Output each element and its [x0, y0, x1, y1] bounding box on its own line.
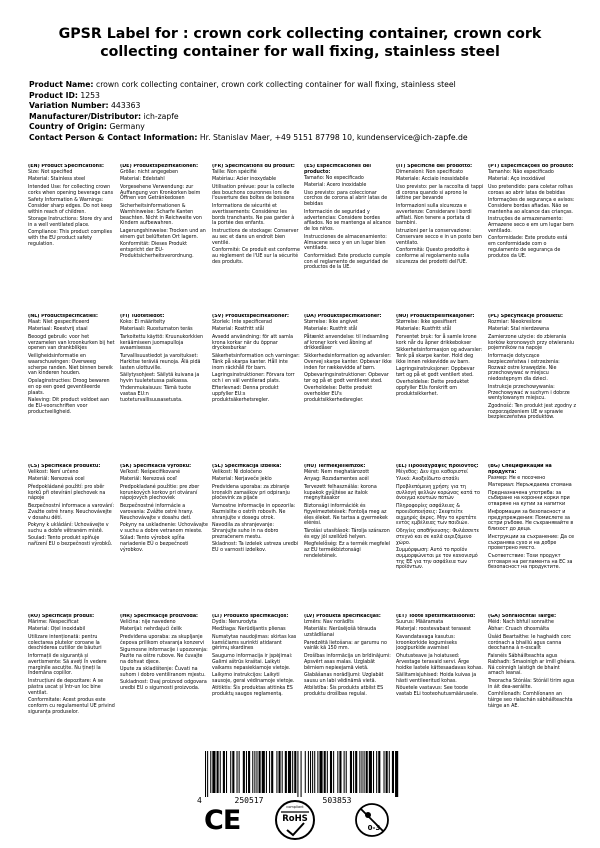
- language-line: Conformidade: Este produto está em conformidade com o regulamento de segurança de produtos da UE.: [488, 236, 568, 259]
- language-line: Lagringsinstruksjoner: Oppbevar tørt og på et godt ventilert sted.: [396, 367, 475, 378]
- page-title: GPSR Label for : crown cork collecting container, crown cork collecting container for wall fixing, stainless steel: [58, 26, 542, 60]
- svg-text:compliant: compliant: [286, 805, 304, 809]
- barcode-bar: [294, 751, 296, 793]
- language-line: Materiaal: Roestvrij staal: [28, 327, 88, 333]
- language-line: Sikkerhedsinformation og advarsler: Overvej skarpe kanter. Opbevar ikke inden for rækkevidde af børn.: [304, 353, 392, 371]
- barcode-bar: [319, 751, 322, 793]
- language-line: Informazioni sulla sicurezza e avvertenze: Considerare i bordi affilati. Non tenere a portata di bambini.: [396, 203, 472, 227]
- language-block: [212, 614, 300, 700]
- barcode-bar: [285, 751, 287, 793]
- language-block: [396, 614, 484, 700]
- language-line: Opslaginstructies: Droog bewaren en op een goed geventileerde plaats.: [28, 378, 110, 396]
- info-manufacturer: Manufacturer/Distributor: ich-zapfe: [29, 111, 179, 121]
- barcode-bar: [207, 751, 208, 797]
- barcode-bar: [314, 751, 315, 793]
- barcode-bar: [239, 751, 240, 793]
- language-line: Předpokládané použití: pro sběr korků při otevírání plechovek na nápoje: [28, 484, 106, 502]
- language-line: Lagerungshinweise: Trocken und an einem gut belüfteten Ort lagern.: [120, 228, 206, 240]
- language-line: Instruções de armazenamento: Armazene seco e em um lugar bem ventilado.: [488, 217, 574, 234]
- language-line: Sicherheitsinformationen & Warnhinweise: Scharfe Kanten beachten. Nicht in Reichweite von Kindern aufbewahren.: [120, 203, 202, 227]
- language-line: Mărime: Nespecificat: [28, 619, 79, 625]
- language-block: [212, 314, 300, 405]
- language-line: Drošības informācija un brīdinājumi: Apsvērt asas malas. Uzglabāt bērniem nepieejamā vietā.: [304, 653, 391, 671]
- language-heading: (DA) Produktspecifikationer:: [304, 314, 382, 319]
- language-line: Påtænkt anvendelse: til indsamling af kroner kork ved åbning af drikkedåser: [304, 334, 389, 352]
- language-line: Tarkoitettu käyttö: Kruunukorkkien keräämiseen juomapulloja avaamisessa: [120, 334, 204, 352]
- language-line: Υλικό: Ανοξείδωτο ατσάλι: [396, 477, 460, 483]
- language-block: [396, 314, 484, 400]
- barcode-bar: [248, 751, 250, 793]
- language-line: Materiale: Rustfritt stål: [396, 327, 452, 333]
- language-line: Atbilstība: Šis produkts atbilst ES produktu drošības regulai.: [304, 686, 384, 698]
- language-line: Suurus: Määramata: [396, 619, 444, 625]
- barcode-digit-first: 4: [197, 796, 202, 805]
- info-country-of-origin: Country of Origin: Germany: [29, 122, 145, 132]
- language-line: Tárolási utasítások: Tárolja szárazon és egy jól szellőző helyen.: [304, 528, 390, 540]
- barcode-bar: [384, 751, 385, 793]
- language-line: Bezpečnostné informácie a varovania: Zvážte ostré hrany. Neuchovávajte v dosahu detí.: [120, 503, 194, 521]
- language-line: Comhlíonadh: Comhlíonann an táirge seo rialachán sábháilteachta táirge an AE.: [488, 692, 573, 709]
- barcode-bar: [259, 751, 261, 793]
- barcode-bar: [395, 751, 398, 797]
- language-line: Overholdelse: Dette produktet oppfyller EUs forskrift om produktsikkerhet.: [396, 380, 469, 398]
- language-line: Pokyny na uskladnenie: Uchovávajte v suchu a dobre vetranom mieste.: [120, 522, 208, 534]
- language-line: Instrukcje przechowywania: Przechowywać w suchym i dobrze wentylowanym miejscu.: [488, 384, 570, 402]
- language-line: Sukladnost: Ovaj proizvod odgovara uredbi EU o sigurnosti proizvoda.: [120, 680, 207, 692]
- language-heading: (RO) Specificații produs:: [28, 614, 95, 619]
- language-line: Predviđena uporaba: za skupljanje čepova prilikom otvaranja konzervi: [120, 634, 205, 646]
- language-line: Intended Use: for collecting crown corks when opening beverage cans: [28, 184, 114, 196]
- language-line: Størrelse: Ikke angivet: [304, 319, 358, 325]
- barcode-bar: [205, 751, 206, 797]
- language-block: [304, 164, 392, 273]
- language-line: Efterlevnad: Denna produkt uppfyller EU:s produktsäkerhetsregler.: [212, 386, 279, 403]
- language-block: [28, 164, 116, 250]
- language-heading: (FR) Spécifications du produit:: [212, 164, 295, 169]
- language-heading: (SV) Produktspecifikationer:: [212, 314, 289, 319]
- language-heading: (EN) Product Specifications:: [28, 164, 104, 169]
- language-line: Méret: Nem meghatározott: [304, 469, 370, 475]
- language-line: Safety Information & Warnings: Consider sharp edges. Do not keep within reach of children.: [28, 198, 113, 215]
- language-line: Zgodność: Ten produkt jest zgodny z rozporządzeniem UE w sprawie bezpieczeństwa produktów.: [488, 403, 576, 421]
- language-line: Material: Stainless steel: [28, 177, 86, 183]
- language-line: Velikost: Není určeno: [28, 469, 79, 475]
- language-line: Veľkosť: Nešpecifikované: [120, 469, 181, 475]
- language-line: Nõuetele vastavus: See toode vastab ELi tooteohutusmäärusele.: [396, 686, 479, 698]
- svg-text:CE: CE: [204, 805, 241, 836]
- language-line: Material: Acero inoxidable: [304, 183, 367, 189]
- language-line: Materiale: Rustfrit stål: [304, 327, 358, 333]
- language-line: Bezpečnostní informace a varování: Zvažte ostré hrany. Neuchovávejte v dosahu dětí.: [28, 503, 115, 521]
- language-line: Storage Instructions: Store dry and in a well ventilated place.: [28, 217, 113, 228]
- language-block: [488, 614, 576, 711]
- barcode-bar: [254, 751, 255, 793]
- language-line: Zamierzone użycie: do zbierania korków koronowych przy otwieraniu pojemników na napoje: [488, 334, 575, 352]
- barcode-bar: [212, 751, 215, 793]
- language-line: Glabāšanas norādījumi: Uzglabāt sausu un labi vēdināmā vietā.: [304, 672, 384, 684]
- language-line: Veiligheidsinformatie en waarschuwingen: Overweeg scherpe randen. Niet binnen bereik van kinderen houden.: [28, 353, 113, 377]
- language-block: [28, 614, 116, 717]
- barcode-bar: [256, 751, 257, 793]
- language-heading: (DE) Produktspezifikationen:: [120, 164, 199, 169]
- language-line: Ohutusteave ja hoiatused: Arvestage teravaid servi. Ärge hoidke lastele kättesaadavas kohas.: [396, 653, 483, 671]
- language-line: Conformidad: Este producto cumple con el reglamento de seguridad de productos de la UE.: [304, 253, 391, 271]
- language-line: Dydis: Nenurodyta: [212, 619, 257, 625]
- barcode-bar: [226, 751, 227, 793]
- info-contact: Contact Person & Contact Information: Hr. Stanislav Maer, +49 5151 87798 10, kundenservice@ich-zapfe.de: [29, 132, 468, 142]
- rohs-compliant-icon: [276, 801, 314, 839]
- barcode-bar: [223, 751, 225, 793]
- language-line: Velikost: Ni določeno: [212, 469, 262, 475]
- language-line: Lagringsinstruktioner: Förvara torr och i en väl ventilerad plats.: [212, 372, 295, 384]
- language-line: Úsáid Beartaithe: le haghaidh corc corónach a bhailiú agus canna deochanna á n-oscailt: [488, 634, 572, 652]
- barcode-group-left: 250517: [234, 796, 264, 805]
- barcode-bar: [269, 751, 270, 793]
- language-line: Πληροφορίες ασφάλειας & προειδοποιήσεις: Σκεφτείτε αιχμηρές άκρες. Μην το κρατάτε εντός εμβέλειας των παιδιών.: [396, 503, 477, 527]
- language-line: Размер: Не е посочено: [488, 475, 546, 481]
- language-block: [396, 164, 484, 267]
- language-line: Съответствие: Този продукт отговаря на регламента на ЕС за безопасност на продуктите.: [488, 553, 573, 571]
- barcode-bar: [344, 751, 345, 793]
- language-line: Faisnéis Sábháilteachta agus Rabhadh: Smaoinigh ar imill ghéara. Ná coinnigh laistigh de bhaint amach leanaí.: [488, 653, 576, 677]
- language-line: Материал: Неръждаема стомана: [488, 483, 572, 489]
- language-line: Megfelelőség: Ez a termék megfelel az EU termékbiztonsági rendeletének.: [304, 542, 391, 559]
- language-heading: (ET) Toote spetsifikatsioonid:: [396, 614, 476, 619]
- language-block: [120, 164, 208, 261]
- language-line: Materijal: nehrđajući čelik: [120, 627, 182, 633]
- barcode-bar: [301, 751, 302, 797]
- barcode-bar: [355, 751, 357, 793]
- language-line: Sikkerhetsinformasjon og advarsler: Tenk på skarpe kanter. Hold deg ikke innen rekkevidde av barn.: [396, 348, 483, 365]
- language-block: [212, 164, 300, 267]
- language-line: Informations de sécurité et avertissements: Considérez les bords tranchants. Ne pas garder à la portée des enfants.: [212, 203, 295, 227]
- svg-text:0-3: 0-3: [367, 824, 381, 832]
- language-block: [396, 464, 484, 573]
- language-line: Forventet bruk: for å samle krone kork når du åpner drikkebokser: [396, 334, 477, 346]
- language-line: Material: Aço inoxidável: [488, 177, 546, 183]
- language-line: Avsedd användning: för att samla krona korkar när du öppnar dryckesburkar: [212, 334, 294, 352]
- barcode-bar: [232, 751, 234, 793]
- language-heading: (CS) Specifikace produktu:: [28, 464, 101, 469]
- barcode-bar: [266, 751, 267, 793]
- language-line: Conformità: Questo prodotto è conforme al regolamento sulla sicurezza dei prodotti dell'UE.: [396, 247, 470, 265]
- language-line: Paredzētā lietošana: ar garumu no vairāk kā 150 mm.: [304, 640, 387, 652]
- barcode-bar: [353, 751, 354, 793]
- barcode-bar: [373, 751, 374, 793]
- language-heading: (SL) Specifikacija izdelka:: [212, 464, 282, 469]
- language-line: Utilizare intenționată: pentru colectarea plutelor coroane la deschiderea cutiilor de băuturi: [28, 634, 102, 652]
- language-line: Skladnost: Ta izdelek ustreza uredbi EU o varnosti izdelkov.: [212, 542, 299, 553]
- language-line: Navodila za shranjevanje: Shranjujte suho in na dobro prezračenem mestu.: [212, 522, 279, 540]
- language-line: Súlad: Tento výrobok spĺňa nariadenie EÚ o bezpečnosti výrobkov.: [120, 536, 189, 553]
- language-line: Beoogd gebruik: voor het verzamelen van kroonkurken bij het openen van drankblikjes: [28, 334, 115, 352]
- language-line: Rozmiar: Nieokreślone: [488, 319, 542, 325]
- language-line: Material: Rostfritt stål: [212, 327, 264, 333]
- language-heading: (BG) Спецификации на продукта:: [488, 464, 552, 475]
- barcode-bar: [297, 751, 298, 797]
- barcode-bar: [292, 751, 293, 793]
- language-line: Uso pretendido: para coletar rolhas coroas ao abrir latas de bebidas: [488, 184, 573, 196]
- language-line: Información de seguridad y advertencias: Considere bordes afilados. No se mantenga al alcance de los niños.: [304, 209, 392, 233]
- language-line: Informații de siguranță și avertismente: Să aveți în vedere marginile ascuțite. Nu țineți la îndemâna copiilor.: [28, 653, 107, 677]
- language-heading: (FI) Tuotetiedot:: [120, 314, 165, 319]
- language-line: Instructions de stockage: Conserver au sec et dans un endroit bien ventilé.: [212, 228, 299, 246]
- language-line: Materiaali: Ruostumaton teräs: [120, 327, 193, 333]
- svg-text:RoHS: RoHS: [282, 814, 308, 824]
- language-line: Material: Oțel inoxidabil: [28, 627, 86, 633]
- language-line: Instrucțiuni de depozitare: A se păstra uscat și într-un loc bine ventilat.: [28, 678, 104, 696]
- language-line: Säilitamisjuhised: Hoida kuivas ja hästi ventileeritud kohas.: [396, 672, 477, 684]
- language-line: Materiál: Nerezová ocel: [28, 477, 85, 483]
- barcode-bar: [389, 751, 390, 793]
- language-line: Atitiktis: Šis produktas atitinka ES produktų saugos reglamentą.: [212, 686, 293, 698]
- ce-mark-icon: [204, 805, 240, 836]
- barcode-bar: [369, 751, 372, 793]
- language-line: Upute za skladištenje: Čuvati na suhom i dobro ventiliranom mjestu.: [120, 667, 206, 678]
- language-line: Uso previsto: per la raccolta di tappi di corona quando si aprono le lattine per bevande: [396, 184, 484, 202]
- language-line: Ábhar: Cruach dhosmálta: [488, 627, 550, 633]
- language-heading: (NO) Produktspesifikasjoner:: [396, 314, 475, 319]
- language-line: Информация за безопасност и предупреждения: Помислете за остри ръбове. Не съхранявайте в близост до деца.: [488, 509, 574, 533]
- language-line: Predvidena uporaba: za zbiranje kronskih zamaškov pri odpiranju pločevink za pijače: [212, 484, 290, 502]
- language-line: Pokyny k ukládání: Uchovávejte v suchu a dobře větraném místě.: [28, 522, 109, 534]
- language-line: Vorgesehene Verwendung: zur Auffangung von Kronkorken beim Öffnen von Getränkedosen: [120, 184, 201, 202]
- language-row: [28, 464, 576, 614]
- language-line: Numatytas naudojimas: skirtas kas kamščiams surinkti atidarant gėrimų skardines: [212, 634, 297, 652]
- language-heading: (HR) Specifikacije proizvoda:: [120, 614, 198, 619]
- language-line: Méid: Nach bhfuil sonraithe: [488, 619, 554, 625]
- language-line: Materjal: roostevabast terasest: [396, 627, 471, 633]
- language-line: Storlek: Inte specificerad: [212, 319, 272, 325]
- language-line: Größe: nicht angegeben: [120, 169, 179, 175]
- language-line: Materiál: Nerezová oceľ: [120, 477, 178, 483]
- language-heading: (EL) Προδιαγραφές προϊόντος:: [396, 464, 479, 469]
- language-line: Koko: Ei määritelty: [120, 319, 166, 325]
- language-line: Material: Edelstahl: [120, 177, 165, 183]
- language-heading: (PT) Especificações do produto:: [488, 164, 574, 169]
- language-line: Säkerhetsinformation och varningar: Tänk på skarpa kanter. Håll inte inom räckhåll för barn.: [212, 353, 300, 371]
- barcode-bar: [386, 751, 388, 793]
- barcode-bar: [246, 751, 247, 793]
- barcode-bar: [324, 751, 326, 793]
- language-heading: (HU) Termékjellemzők:: [304, 464, 366, 469]
- language-block: [488, 314, 576, 423]
- barcode-bar: [262, 751, 265, 793]
- language-line: Maat: Niet gespecificeerd: [28, 319, 90, 325]
- barcode-bar: [337, 751, 338, 793]
- barcode-bar: [392, 751, 394, 793]
- language-line: Μέγεθος: Δεν έχει καθοριστεί: [396, 469, 468, 475]
- barcode-bar: [361, 751, 362, 793]
- language-line: Turvallisuustiedot ja varoitukset: Harkitse teräviä reunoja. Älä pidä lasten ulottuville.: [120, 353, 201, 371]
- language-line: Инструкции за съхранение: Да се съхранява сухо и на добре проветрено място.: [488, 534, 575, 552]
- barcode-bar: [230, 751, 231, 793]
- language-line: Materiāls: Nerūsējošā tērauda uzstādīšanai: [304, 627, 377, 639]
- language-line: Προβλεπόμενη χρήση: για τη συλλογή φελλών κορώνας κατά το άνοιγμα κουτιών ποτών: [396, 484, 480, 502]
- language-block: [212, 464, 300, 555]
- language-line: Tervezett felhasználás: korona kupakok gyűjtése az italok megnyitásakor: [304, 484, 377, 502]
- language-block: [304, 314, 392, 405]
- language-heading: (SK) Špecifikácia výrobku:: [120, 464, 192, 469]
- language-line: Συμμόρφωση: Αυτό το προϊόν συμμορφώνεται με τον κανονισμό της ΕΕ για την ασφάλεια των προϊόντων.: [396, 547, 478, 571]
- barcode-bar: [346, 751, 347, 793]
- language-line: Informações de segurança e avisos: Considere bordas afiadas. Não se mantenha ao alcance das crianças.: [488, 198, 575, 215]
- language-line: Conformitate: Acest produs este conform cu regulamentul UE privind siguranța produselor.: [28, 697, 115, 715]
- barcode-bar: [310, 751, 311, 793]
- info-variation-number: Variation Number: 443363: [29, 101, 141, 111]
- language-line: Предназначена употреба: за събиране на коронни корки при отваряне на кутии за напитки: [488, 490, 570, 508]
- certification-logos: [198, 796, 408, 846]
- language-heading: (LT) Produkto specifikacijos:: [212, 614, 289, 619]
- language-line: Dimensioni: Non specificato: [396, 169, 463, 175]
- barcode-bar: [279, 751, 281, 793]
- language-line: Treoracha Stórála: Stóráil tirim agus in áit dea-aeráilte.: [488, 678, 575, 690]
- language-line: Utilisation prévue: pour la collecte des bouchons couronnes lors de l'ouverture des boîtes de boissons: [212, 184, 295, 202]
- barcode-bar: [308, 751, 309, 793]
- barcode-bar: [339, 751, 341, 793]
- language-line: Säilytysohjeet: Säilytä kuivana ja hyvin tuuletetussa paikassa.: [120, 372, 200, 384]
- language-line: Medžiaga: Nerūdijantis plienas: [212, 627, 286, 633]
- barcode-bar: [252, 751, 253, 793]
- language-line: Kavandatavaga kasutus: kroonkorkide kogumiseks joogipurkide avamisel: [396, 634, 458, 652]
- barcode-bar: [359, 751, 360, 793]
- language-line: Opbevaringsinstruktioner: Opbevar tør og på et godt ventileret sted.: [304, 372, 389, 384]
- language-heading: (LV) Produkta specifikācijas:: [304, 614, 381, 619]
- barcode-bar: [378, 751, 380, 793]
- language-heading: (NL) Productspecificaties:: [28, 314, 98, 319]
- language-line: Materiale: Acciaio inossidabile: [396, 177, 469, 183]
- language-heading: (GA) Sonraíochtaí Táirge:: [488, 614, 557, 619]
- language-line: Compliance: This product complies with the EU product safety regulation.: [28, 230, 113, 248]
- language-line: Laikymo instrukcijos: Laikyti sausoje, gerai vėdinamoje vietoje.: [212, 672, 295, 684]
- barcode-bar: [350, 751, 352, 793]
- language-line: Størrelse: Ikke spesifisert: [396, 319, 457, 325]
- language-line: Uso previsto: para coleccionar corchos de corona al abrir latas de bebidas: [304, 190, 388, 208]
- language-line: Οδηγίες αποθήκευσης: Φυλάσσετε στεγνό και σε καλά αεριζόμενο χώρο.: [396, 528, 480, 546]
- language-block: [488, 164, 576, 261]
- language-heading: (ES) Especificaciones del producto:: [304, 164, 372, 175]
- barcode-bar: [333, 751, 334, 793]
- language-line: Varnostne informacije in opozorila: Razmislite o ostrih robovih. Ne shranjujte v dosegu otrok.: [212, 503, 296, 521]
- barcode-bar: [376, 751, 377, 793]
- barcode-bar: [317, 751, 318, 793]
- language-line: Biztonsági információk és figyelmeztetések: Fontolja meg az éles éleket. Ne tartsa a gyermekek elérési.: [304, 503, 388, 527]
- language-line: Conformité: Ce produit est conforme au règlement de l'UE sur la sécurité des produits.: [212, 247, 300, 265]
- language-line: Saugumo informacija ir įspėjimai: Galimi aštrūs kraštai. Laikyti vaikams nepasiekiamoje vietoje.: [212, 653, 293, 671]
- language-line: Sigurnosne informacije i upozorenja: Pazite na oštre rubove. Ne čuvajte na dohvat djece.: [120, 648, 208, 665]
- language-line: Anyag: Rozsdamentes acél: [304, 477, 369, 483]
- language-line: Izmērs: Nav norādīts: [304, 619, 354, 625]
- language-row: [28, 614, 576, 764]
- barcode-bar: [364, 751, 365, 793]
- language-line: Predpokladané použitie: pre zber korunkových korkov pri otváraní nápojových plechoviek: [120, 484, 200, 502]
- language-line: Veličina: nije navedeno: [120, 619, 176, 625]
- language-line: Naleving: Dit product voldoet aan de EU-voorschriften voor productveiligheid.: [28, 397, 109, 415]
- language-block: [120, 464, 208, 555]
- language-line: Istruzioni per la conservazione: Conservare secco e in un posto ben ventilato.: [396, 228, 482, 246]
- language-line: Informacje dotyczące bezpieczeństwa i ostrzeżenia: Rozważ ostre krawędzie. Nie przechowywać w miejscu niedostępnym dla dzieci.: [488, 353, 560, 383]
- product-info: [29, 80, 589, 144]
- language-block: [120, 314, 208, 405]
- language-block: [304, 464, 392, 561]
- language-block: [488, 464, 576, 573]
- barcode-bar: [237, 751, 238, 793]
- info-product-name: Product Name: crown cork collecting container, crown cork collecting container for wall fixing, stainless steel: [29, 80, 456, 89]
- language-line: Soulad: Tento produkt splňuje nařízení EU o bezpečnosti výrobků.: [28, 536, 113, 548]
- barcode-bar: [312, 751, 313, 793]
- language-block: [28, 464, 116, 550]
- language-block: [28, 314, 116, 417]
- language-heading: (PL) Specyfikacje produktu:: [488, 314, 563, 319]
- barcode-bar: [210, 751, 211, 793]
- language-line: Yhdenmukaisuus: Tämä tuote vastaa EU:n tuoteturvallisuusasetusta.: [120, 386, 192, 403]
- barcode-bar: [217, 751, 219, 793]
- language-line: Material: Nerjaveče jeklo: [212, 477, 272, 483]
- barcode-bar: [243, 751, 245, 793]
- language-line: Tamanho: Não especificado: [488, 169, 554, 175]
- language-row: [28, 314, 576, 464]
- language-line: Instrucciones de almacenamiento: Almacene seco y en un lugar bien ventilado.: [304, 234, 387, 252]
- barcode-bar: [276, 751, 277, 793]
- language-line: Taille: Non spécifié: [212, 169, 257, 175]
- barcode-bar: [366, 751, 368, 793]
- barcode-bar: [327, 751, 328, 793]
- info-product-id: Product ID: 1253: [29, 90, 100, 100]
- barcode-bar: [330, 751, 332, 793]
- language-line: Konformität: Dieses Produkt entspricht der EU-Produktsicherheitsverordnung.: [120, 242, 194, 259]
- barcode-bar: [282, 751, 283, 793]
- barcode-group-right: 503853: [322, 796, 352, 805]
- language-block: [120, 614, 208, 694]
- barcode-bar: [305, 751, 306, 793]
- language-line: Overholdelse: Dette produkt overholder EU's produktsikkerhedsregler.: [304, 386, 373, 403]
- age-0-3-warning-icon: [356, 804, 388, 836]
- language-row: [28, 164, 576, 314]
- language-block: [304, 614, 392, 700]
- language-line: Size: Not specified: [28, 169, 73, 175]
- language-line: Matériau: Acier inoxydable: [212, 177, 277, 183]
- language-line: Tamaño: No especificado: [304, 175, 364, 181]
- barcode-bar: [271, 751, 273, 793]
- barcode-bar: [220, 751, 221, 793]
- barcode-bar: [288, 751, 291, 793]
- language-line: Materiał: Stal nierdzewna: [488, 327, 550, 333]
- language-heading: (IT) Specifiche del prodotto:: [396, 164, 473, 169]
